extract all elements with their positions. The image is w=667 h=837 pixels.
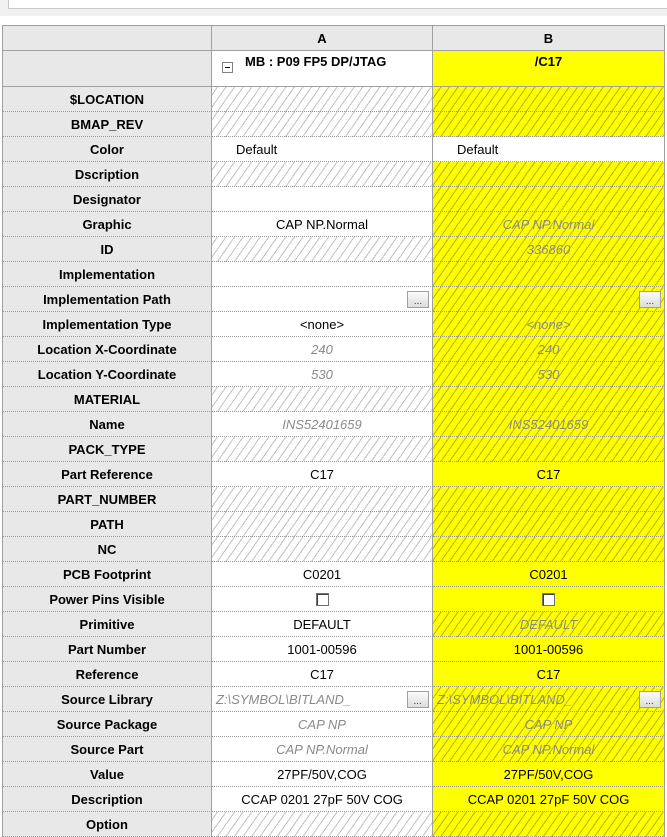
value-cell-b[interactable] xyxy=(433,512,665,537)
property-grid xyxy=(2,25,665,837)
value-cell-a[interactable] xyxy=(212,787,433,812)
value-text-a: 27PF/50V,COG xyxy=(277,766,367,782)
property-name[interactable]: $LOCATION xyxy=(2,87,212,112)
property-name[interactable]: Source Package xyxy=(2,712,212,737)
value-cell-b[interactable] xyxy=(433,262,665,287)
value-cell-b[interactable] xyxy=(433,387,665,412)
value-text-b: C0201 xyxy=(529,566,568,582)
property-name[interactable]: Source Library xyxy=(2,687,212,712)
property-row-location-y-coordinate xyxy=(2,362,665,387)
property-row-implementation xyxy=(2,262,665,287)
value-cell-a[interactable] xyxy=(212,337,433,362)
property-row-graphic xyxy=(2,212,665,237)
corner-cell[interactable] xyxy=(2,25,212,51)
property-row-source-library xyxy=(2,687,665,712)
value-cell-a[interactable] xyxy=(212,387,433,412)
column-header-b[interactable]: B xyxy=(433,25,665,51)
value-text-a: 1001-00596 xyxy=(287,641,357,657)
property-row-pack-type xyxy=(2,437,665,462)
component-name-b: /C17 xyxy=(534,54,563,69)
value-cell-a[interactable] xyxy=(212,137,433,162)
property-row-source-part xyxy=(2,737,665,762)
property-name[interactable]: Description xyxy=(2,787,212,812)
value-cell-a[interactable] xyxy=(212,712,433,737)
value-cell-b[interactable] xyxy=(433,337,665,362)
value-text-b: Default xyxy=(457,141,499,157)
value-text-b: Z:\SYMBOL\BITLAND_ xyxy=(437,691,573,707)
value-cell-a[interactable] xyxy=(212,437,433,462)
property-name[interactable]: MATERIAL xyxy=(2,387,212,412)
value-cell-b[interactable] xyxy=(433,687,665,712)
value-cell-a[interactable] xyxy=(212,362,433,387)
value-text-b: DEFAULT xyxy=(519,616,578,632)
value-cell-a[interactable] xyxy=(212,612,433,637)
component-cell-b[interactable] xyxy=(433,51,665,87)
value-cell-b[interactable] xyxy=(433,612,665,637)
value-text-a: CAP NP.Normal xyxy=(276,216,368,232)
property-name[interactable]: ID xyxy=(2,237,212,262)
property-name[interactable]: Location X-Coordinate xyxy=(2,337,212,362)
property-row-description xyxy=(2,787,665,812)
value-cell-a[interactable] xyxy=(212,687,433,712)
property-name[interactable]: Implementation xyxy=(2,262,212,287)
property-name[interactable]: Value xyxy=(2,762,212,787)
property-name[interactable]: BMAP_REV xyxy=(2,112,212,137)
value-cell-b[interactable] xyxy=(433,487,665,512)
value-cell-b[interactable] xyxy=(433,437,665,462)
property-name[interactable]: Dscription xyxy=(2,162,212,187)
property-row-name xyxy=(2,412,665,437)
property-row-primitive xyxy=(2,612,665,637)
value-text-a: 530 xyxy=(311,366,333,382)
value-text-a: Z:\SYMBOL\BITLAND_ xyxy=(216,691,352,707)
property-row-pcb-footprint xyxy=(2,562,665,587)
property-name[interactable]: Color xyxy=(2,137,212,162)
value-cell-a[interactable] xyxy=(212,187,433,212)
value-cell-a[interactable] xyxy=(212,737,433,762)
property-name[interactable]: Part Number xyxy=(2,637,212,662)
value-cell-b[interactable] xyxy=(433,287,665,312)
value-text-a: DEFAULT xyxy=(293,616,351,632)
property-row-bmap-rev xyxy=(2,112,665,137)
column-header-row xyxy=(2,25,665,51)
browse-button-b[interactable]: ... xyxy=(639,291,661,308)
value-text-a: 240 xyxy=(311,341,333,357)
property-row-path xyxy=(2,512,665,537)
value-cell-b[interactable] xyxy=(433,587,665,612)
property-row-location-x-coordinate xyxy=(2,337,665,362)
property-name[interactable]: Primitive xyxy=(2,612,212,637)
value-cell-b[interactable] xyxy=(433,762,665,787)
value-cell-b[interactable] xyxy=(433,87,665,112)
property-name[interactable]: Name xyxy=(2,412,212,437)
value-text-a: C17 xyxy=(310,666,334,682)
title-row-header xyxy=(2,51,212,87)
property-name[interactable]: Designator xyxy=(2,187,212,212)
property-name[interactable]: PCB Footprint xyxy=(2,562,212,587)
value-cell-a[interactable] xyxy=(212,212,433,237)
checkbox-b[interactable] xyxy=(542,593,555,606)
property-name[interactable]: Implementation Path xyxy=(2,287,212,312)
value-cell-a[interactable] xyxy=(212,412,433,437)
property-row-reference xyxy=(2,662,665,687)
value-text-b: 27PF/50V,COG xyxy=(503,766,594,782)
value-cell-b[interactable] xyxy=(433,137,665,162)
property-name[interactable]: Implementation Type xyxy=(2,312,212,337)
value-text-b: 336860 xyxy=(526,241,571,257)
checkbox-a[interactable] xyxy=(316,593,329,606)
value-text-b: 530 xyxy=(537,366,560,382)
value-text-b: CAP NP.Normal xyxy=(502,741,595,757)
property-row-color xyxy=(2,137,665,162)
browse-button-a[interactable]: ... xyxy=(407,291,429,308)
component-cell-a[interactable] xyxy=(212,51,433,87)
property-row-nc xyxy=(2,537,665,562)
property-name[interactable]: Option xyxy=(2,812,212,837)
value-text-b: C17 xyxy=(536,466,561,482)
value-cell-b[interactable] xyxy=(433,212,665,237)
value-cell-a[interactable] xyxy=(212,512,433,537)
property-row-implementation-type xyxy=(2,312,665,337)
value-cell-b[interactable] xyxy=(433,537,665,562)
value-cell-a[interactable] xyxy=(212,112,433,137)
value-text-a: CAP NP.Normal xyxy=(276,741,368,757)
value-text-a: <none> xyxy=(299,316,345,332)
property-row-power-pins-visible xyxy=(2,587,665,612)
value-cell-b[interactable] xyxy=(433,712,665,737)
value-cell-b[interactable] xyxy=(433,312,665,337)
window-top-strip xyxy=(0,0,667,16)
value-cell-b[interactable] xyxy=(433,462,665,487)
property-name[interactable]: PACK_TYPE xyxy=(2,437,212,462)
value-cell-b[interactable] xyxy=(433,662,665,687)
value-cell-a[interactable] xyxy=(212,162,433,187)
value-text-b: INS52401659 xyxy=(508,416,589,432)
property-name[interactable]: PART_NUMBER xyxy=(2,487,212,512)
value-text-a: C0201 xyxy=(302,566,342,582)
browse-button-a[interactable]: ... xyxy=(407,691,429,708)
value-cell-a[interactable] xyxy=(212,87,433,112)
value-text-a: C17 xyxy=(310,466,334,482)
value-cell-a[interactable] xyxy=(212,562,433,587)
browse-button-b[interactable]: ... xyxy=(639,691,661,708)
value-cell-a[interactable] xyxy=(212,587,433,612)
value-cell-b[interactable] xyxy=(433,412,665,437)
value-text-b: 240 xyxy=(537,341,560,357)
component-title-row xyxy=(2,51,665,87)
value-cell-b[interactable] xyxy=(433,812,665,837)
value-cell-b[interactable] xyxy=(433,187,665,212)
value-cell-b[interactable] xyxy=(433,362,665,387)
property-row-designator xyxy=(2,187,665,212)
property-name[interactable]: Power Pins Visible xyxy=(2,587,212,612)
component-name-a: MB : P09 FP5 DP/JTAG xyxy=(245,54,387,69)
property-name[interactable]: Location Y-Coordinate xyxy=(2,362,212,387)
value-cell-a[interactable] xyxy=(212,287,433,312)
value-cell-b[interactable] xyxy=(433,637,665,662)
property-row-implementation-path xyxy=(2,287,665,312)
value-text-a: INS52401659 xyxy=(282,416,362,432)
property-row-id xyxy=(2,237,665,262)
value-text-a: Default xyxy=(236,141,278,157)
column-header-a[interactable]: A xyxy=(212,25,433,51)
property-row-dscription xyxy=(2,162,665,187)
value-cell-a[interactable] xyxy=(212,262,433,287)
value-cell-a[interactable] xyxy=(212,637,433,662)
value-text-a: CCAP 0201 27pF 50V COG xyxy=(241,791,403,807)
value-cell-a[interactable] xyxy=(212,462,433,487)
property-name[interactable]: Part Reference xyxy=(2,462,212,487)
property-row-location xyxy=(2,87,665,112)
property-name[interactable]: NC xyxy=(2,537,212,562)
value-text-b: CAP NP xyxy=(524,716,573,732)
value-text-a: CAP NP xyxy=(298,716,346,732)
property-row-part-number xyxy=(2,637,665,662)
value-text-b: CCAP 0201 27pF 50V COG xyxy=(467,791,630,807)
value-text-b: 1001-00596 xyxy=(513,641,584,657)
value-text-b: CAP NP.Normal xyxy=(502,216,595,232)
value-cell-b[interactable] xyxy=(433,737,665,762)
property-row-material xyxy=(2,387,665,412)
value-cell-a[interactable] xyxy=(212,812,433,837)
property-row-value xyxy=(2,762,665,787)
collapse-icon[interactable] xyxy=(222,62,233,73)
value-cell-b[interactable] xyxy=(433,112,665,137)
property-row-part-reference xyxy=(2,462,665,487)
property-row-source-package xyxy=(2,712,665,737)
property-name[interactable]: Source Part xyxy=(2,737,212,762)
property-row-part-number xyxy=(2,487,665,512)
value-cell-b[interactable] xyxy=(433,562,665,587)
value-cell-a[interactable] xyxy=(212,237,433,262)
property-name[interactable]: PATH xyxy=(2,512,212,537)
value-text-b: C17 xyxy=(536,666,561,682)
value-cell-b[interactable] xyxy=(433,237,665,262)
value-cell-a[interactable] xyxy=(212,662,433,687)
value-cell-a[interactable] xyxy=(212,762,433,787)
value-cell-b[interactable] xyxy=(433,787,665,812)
value-cell-a[interactable] xyxy=(212,487,433,512)
property-name[interactable]: Graphic xyxy=(2,212,212,237)
value-text-b: <none> xyxy=(526,316,571,332)
property-row-option xyxy=(2,812,665,837)
property-name[interactable]: Reference xyxy=(2,662,212,687)
value-cell-b[interactable] xyxy=(433,162,665,187)
value-cell-a[interactable] xyxy=(212,312,433,337)
value-cell-a[interactable] xyxy=(212,537,433,562)
